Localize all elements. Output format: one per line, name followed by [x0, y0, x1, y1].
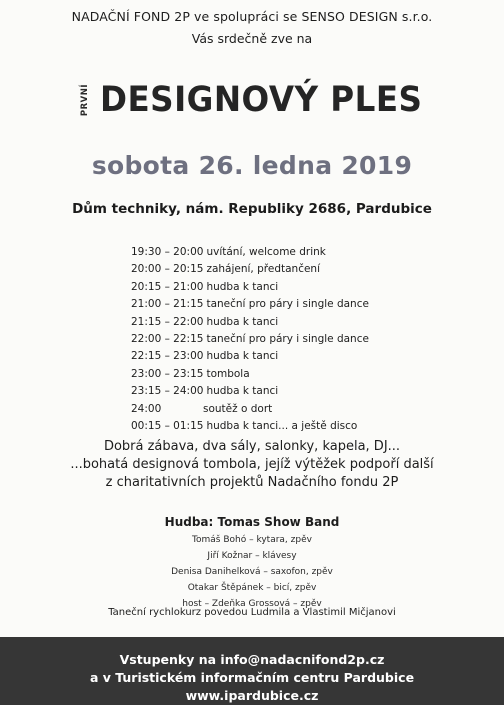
program-time: 22:00 – 22:15 [131, 333, 204, 346]
band-members [0, 532, 504, 612]
program-row [131, 279, 411, 296]
dance-course-note: Taneční rychlokurz povedou Ludmila a Vlastimil Mičjanovi [108, 607, 396, 618]
program-event: hudba k tanci... a ještě disco [206, 420, 358, 433]
program-event: zahájení, předtančení [206, 263, 320, 276]
promo-line: ...bohatá designová tombola, jejíž výtěžek podpoří další [70, 457, 434, 472]
program-event: taneční pro páry i single dance [206, 333, 369, 346]
organizer-line: NADAČNÍ FOND 2P ve spolupráci se SENSO DESIGN s.r.o. [71, 9, 433, 24]
band-member: host – Zdeňka Grossová – zpěv [182, 599, 322, 609]
event-date: sobota 26. ledna 2019 [91, 151, 413, 180]
website-link[interactable]: www.ipardubice.cz [185, 688, 319, 703]
program-row [131, 348, 411, 365]
tickets-email-line: Vstupenky na info@nadacnifond2p.cz [119, 652, 385, 667]
program-event: tombola [206, 367, 250, 380]
program-event: hudba k tanci [206, 280, 279, 293]
program-event: uvítání, welcome drink [206, 246, 326, 258]
program-event: hudba k tanci [206, 315, 279, 328]
band-title: Hudba: Tomas Show Band [164, 515, 340, 529]
program-row [131, 418, 411, 435]
program-row [131, 401, 411, 418]
program-event: soutěž o dort [203, 402, 273, 415]
band-member: Jiří Kožnar – klávesy [207, 551, 297, 561]
program-row [131, 331, 411, 348]
program-time: 20:00 – 20:15 [131, 263, 204, 276]
program-event: hudba k tanci [206, 350, 279, 363]
program-time: 23:15 – 24:00 [131, 385, 204, 398]
program-time: 23:00 – 23:15 [131, 367, 204, 380]
band-member: Otakar Štěpánek – bicí, zpěv [187, 583, 317, 593]
program-time: 00:15 – 01:15 [131, 420, 204, 433]
program-time: 24:00 [131, 402, 162, 415]
program-event: hudba k tanci [206, 385, 279, 398]
title-main: DESIGNOVÝ PLES [100, 80, 423, 120]
program-event: taneční pro páry i single dance [206, 298, 369, 311]
band-member: Denisa Danihelková – saxofon, zpěv [171, 567, 333, 577]
program-row [131, 366, 411, 383]
promo-text [0, 438, 504, 492]
program-time: 22:15 – 23:00 [131, 350, 204, 363]
program-row [131, 244, 411, 261]
band-member: Tomáš Bohó – kytara, zpěv [192, 535, 312, 545]
program-time: 19:30 – 20:00 [131, 246, 204, 258]
invitation-line: Vás srdečně zve na [191, 31, 313, 46]
program-row [131, 383, 411, 400]
promo-line: Dobrá zábava, dva sály, salonky, kapela, DJ... [103, 439, 401, 454]
promo-line: z charitativních projektů Nadačního fondu 2P [105, 475, 399, 490]
event-venue: Dům techniky, nám. Republiky 2686, Pardubice [72, 201, 432, 217]
program-time: 21:15 – 22:00 [131, 315, 204, 328]
tickets-office-line: a v Turistickém informačním centru Pardubice [89, 670, 415, 685]
program-time: 21:00 – 21:15 [131, 298, 204, 311]
program-schedule [131, 244, 411, 435]
program-row [131, 261, 411, 278]
title-prefix: PRVNÍ [80, 84, 90, 117]
program-row [131, 314, 411, 331]
program-row [131, 296, 411, 313]
event-title [80, 80, 460, 130]
program-time: 20:15 – 21:00 [131, 280, 204, 293]
ticket-footer [0, 637, 504, 705]
